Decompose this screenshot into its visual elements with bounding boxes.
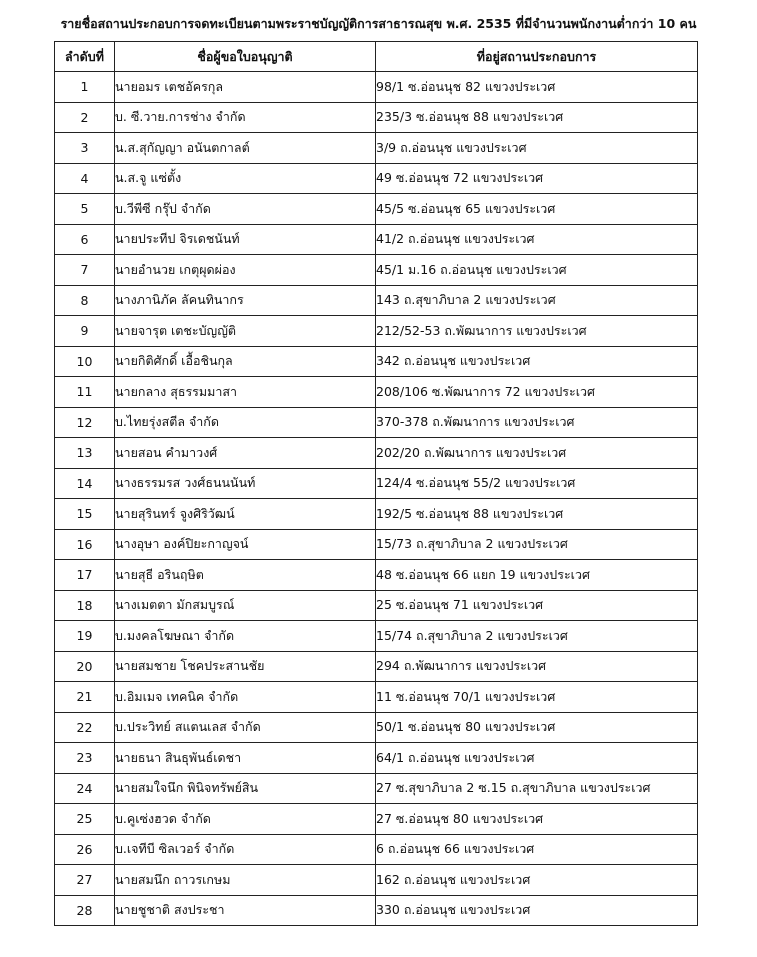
row-number: 7 bbox=[55, 255, 115, 286]
row-number: 5 bbox=[55, 194, 115, 225]
row-number: 15 bbox=[55, 499, 115, 530]
applicant-name: นายอำนวย เกตุผุดผ่อง bbox=[115, 255, 376, 286]
header-address: ที่อยู่สถานประกอบการ bbox=[376, 42, 698, 72]
applicant-name: บ.มงคลโฆษณา จำกัด bbox=[115, 621, 376, 652]
applicant-name: บ.ไทยรุ่งสตีล จำกัด bbox=[115, 407, 376, 438]
applicant-name: นายสุธี อรินฤษิต bbox=[115, 560, 376, 591]
business-address: 11 ซ.อ่อนนุช 70/1 แขวงประเวศ bbox=[376, 682, 698, 713]
row-number: 9 bbox=[55, 316, 115, 347]
table-row bbox=[55, 316, 698, 347]
table-row bbox=[55, 743, 698, 774]
applicant-name: นายกิติศักดิ์ เอื้อชินกุล bbox=[115, 346, 376, 377]
table-row bbox=[55, 255, 698, 286]
table-row bbox=[55, 712, 698, 743]
table-row bbox=[55, 224, 698, 255]
applicant-name: บ. ซี.วาย.การช่าง จำกัด bbox=[115, 102, 376, 133]
applicant-name: นายประทีป จิรเดชนันท์ bbox=[115, 224, 376, 255]
business-address: 15/74 ถ.สุขาภิบาล 2 แขวงประเวศ bbox=[376, 621, 698, 652]
row-number: 18 bbox=[55, 590, 115, 621]
applicant-name: นายจารุต เตชะบัญญัติ bbox=[115, 316, 376, 347]
table-row bbox=[55, 834, 698, 865]
business-address: 48 ซ.อ่อนนุช 66 แยก 19 แขวงประเวศ bbox=[376, 560, 698, 591]
header-applicant-name: ชื่อผู้ขอใบอนุญาติ bbox=[115, 42, 376, 72]
table-row bbox=[55, 682, 698, 713]
applicant-name: นายสมใจนึก พินิจทรัพย์สิน bbox=[115, 773, 376, 804]
table-row bbox=[55, 72, 698, 103]
table-header-row bbox=[55, 42, 698, 72]
row-number: 28 bbox=[55, 895, 115, 926]
row-number: 17 bbox=[55, 560, 115, 591]
business-address: 27 ซ.อ่อนนุช 80 แขวงประเวศ bbox=[376, 804, 698, 835]
business-address: 49 ซ.อ่อนนุช 72 แขวงประเวศ bbox=[376, 163, 698, 194]
applicant-name: นายสอน คำมาวงศ์ bbox=[115, 438, 376, 469]
row-number: 2 bbox=[55, 102, 115, 133]
row-number: 19 bbox=[55, 621, 115, 652]
table-row bbox=[55, 804, 698, 835]
table-row bbox=[55, 377, 698, 408]
applicant-name: นางธรรมรส วงศ์ธนนนันท์ bbox=[115, 468, 376, 499]
table-row bbox=[55, 407, 698, 438]
table-row bbox=[55, 285, 698, 316]
table-row bbox=[55, 438, 698, 469]
applicant-name: นายอมร เตชอัครกุล bbox=[115, 72, 376, 103]
table-row bbox=[55, 102, 698, 133]
row-number: 26 bbox=[55, 834, 115, 865]
table-row bbox=[55, 468, 698, 499]
applicant-name: นางอุษา องค์ปิยะกาญจน์ bbox=[115, 529, 376, 560]
applicant-name: บ.เจทีบี ซิลเวอร์ จำกัด bbox=[115, 834, 376, 865]
business-address: 15/73 ถ.สุขาภิบาล 2 แขวงประเวศ bbox=[376, 529, 698, 560]
row-number: 6 bbox=[55, 224, 115, 255]
business-address: 64/1 ถ.อ่อนนุช แขวงประเวศ bbox=[376, 743, 698, 774]
applicant-name: บ.วีพีซี กรุ๊ป จำกัด bbox=[115, 194, 376, 225]
applicant-name: นางเมตตา มักสมบูรณ์ bbox=[115, 590, 376, 621]
business-address: 143 ถ.สุขาภิบาล 2 แขวงประเวศ bbox=[376, 285, 698, 316]
row-number: 8 bbox=[55, 285, 115, 316]
row-number: 14 bbox=[55, 468, 115, 499]
table-row bbox=[55, 773, 698, 804]
applicant-name: บ.คูเซ่งฮวด จำกัด bbox=[115, 804, 376, 835]
applicant-name: น.ส.สุกัญญา อนันตกาลต์ bbox=[115, 133, 376, 164]
row-number: 27 bbox=[55, 865, 115, 896]
applicant-name: นายสุรินทร์ จูงศิริวัฒน์ bbox=[115, 499, 376, 530]
business-address: 294 ถ.พัฒนาการ แขวงประเวศ bbox=[376, 651, 698, 682]
business-address: 192/5 ซ.อ่อนนุช 88 แขวงประเวศ bbox=[376, 499, 698, 530]
business-address: 342 ถ.อ่อนนุช แขวงประเวศ bbox=[376, 346, 698, 377]
applicant-name: นายสมนึก ถาวรเกษม bbox=[115, 865, 376, 896]
row-number: 3 bbox=[55, 133, 115, 164]
business-address: 45/5 ซ.อ่อนนุช 65 แขวงประเวศ bbox=[376, 194, 698, 225]
table-row bbox=[55, 895, 698, 926]
business-address: 25 ซ.อ่อนนุช 71 แขวงประเวศ bbox=[376, 590, 698, 621]
business-address: 370-378 ถ.พัฒนาการ แขวงประเวศ bbox=[376, 407, 698, 438]
applicant-name: น.ส.จู แซ่ตั้ง bbox=[115, 163, 376, 194]
table-row bbox=[55, 499, 698, 530]
table-row bbox=[55, 194, 698, 225]
applicant-name: บ.อิมเมจ เทคนิค จำกัด bbox=[115, 682, 376, 713]
business-address: 212/52-53 ถ.พัฒนาการ แขวงประเวศ bbox=[376, 316, 698, 347]
applicant-name: นางภานิภัค ลัคนทินากร bbox=[115, 285, 376, 316]
row-number: 22 bbox=[55, 712, 115, 743]
business-address: 6 ถ.อ่อนนุช 66 แขวงประเวศ bbox=[376, 834, 698, 865]
table-row bbox=[55, 651, 698, 682]
business-address: 235/3 ซ.อ่อนนุช 88 แขวงประเวศ bbox=[376, 102, 698, 133]
row-number: 23 bbox=[55, 743, 115, 774]
business-address: 45/1 ม.16 ถ.อ่อนนุช แขวงประเวศ bbox=[376, 255, 698, 286]
business-address: 50/1 ซ.อ่อนนุช 80 แขวงประเวศ bbox=[376, 712, 698, 743]
table-row bbox=[55, 133, 698, 164]
applicant-name: นายกลาง สุธรรมมาสา bbox=[115, 377, 376, 408]
row-number: 12 bbox=[55, 407, 115, 438]
business-address: 3/9 ถ.อ่อนนุช แขวงประเวศ bbox=[376, 133, 698, 164]
registry-table bbox=[54, 41, 698, 926]
row-number: 21 bbox=[55, 682, 115, 713]
table-row bbox=[55, 560, 698, 591]
business-address: 330 ถ.อ่อนนุช แขวงประเวศ bbox=[376, 895, 698, 926]
row-number: 24 bbox=[55, 773, 115, 804]
applicant-name: นายชูชาติ สงประชา bbox=[115, 895, 376, 926]
table-row bbox=[55, 621, 698, 652]
document-title: รายชื่อสถานประกอบการจดทะเบียนตามพระราชบัญญัติการสาธารณสุข พ.ศ. 2535 ที่มีจำนวนพนักงานต่ำกว่า 10 คน bbox=[60, 16, 697, 31]
applicant-name: บ.ประวิทย์ สแตนเลส จำกัด bbox=[115, 712, 376, 743]
row-number: 16 bbox=[55, 529, 115, 560]
business-address: 27 ซ.สุขาภิบาล 2 ซ.15 ถ.สุขาภิบาล แขวงประเวศ bbox=[376, 773, 698, 804]
table-row bbox=[55, 865, 698, 896]
header-number: ลำดับที่ bbox=[55, 42, 115, 72]
business-address: 41/2 ถ.อ่อนนุช แขวงประเวศ bbox=[376, 224, 698, 255]
business-address: 124/4 ซ.อ่อนนุช 55/2 แขวงประเวศ bbox=[376, 468, 698, 499]
business-address: 162 ถ.อ่อนนุช แขวงประเวศ bbox=[376, 865, 698, 896]
row-number: 11 bbox=[55, 377, 115, 408]
row-number: 20 bbox=[55, 651, 115, 682]
table-row bbox=[55, 529, 698, 560]
applicant-name: นายสมชาย โชคประสานชัย bbox=[115, 651, 376, 682]
applicant-name: นายธนา สินธุพันธ์เดชา bbox=[115, 743, 376, 774]
row-number: 1 bbox=[55, 72, 115, 103]
business-address: 202/20 ถ.พัฒนาการ แขวงประเวศ bbox=[376, 438, 698, 469]
row-number: 13 bbox=[55, 438, 115, 469]
table-row bbox=[55, 590, 698, 621]
business-address: 98/1 ซ.อ่อนนุช 82 แขวงประเวศ bbox=[376, 72, 698, 103]
row-number: 25 bbox=[55, 804, 115, 835]
table-row bbox=[55, 163, 698, 194]
row-number: 10 bbox=[55, 346, 115, 377]
business-address: 208/106 ซ.พัฒนาการ 72 แขวงประเวศ bbox=[376, 377, 698, 408]
row-number: 4 bbox=[55, 163, 115, 194]
table-row bbox=[55, 346, 698, 377]
